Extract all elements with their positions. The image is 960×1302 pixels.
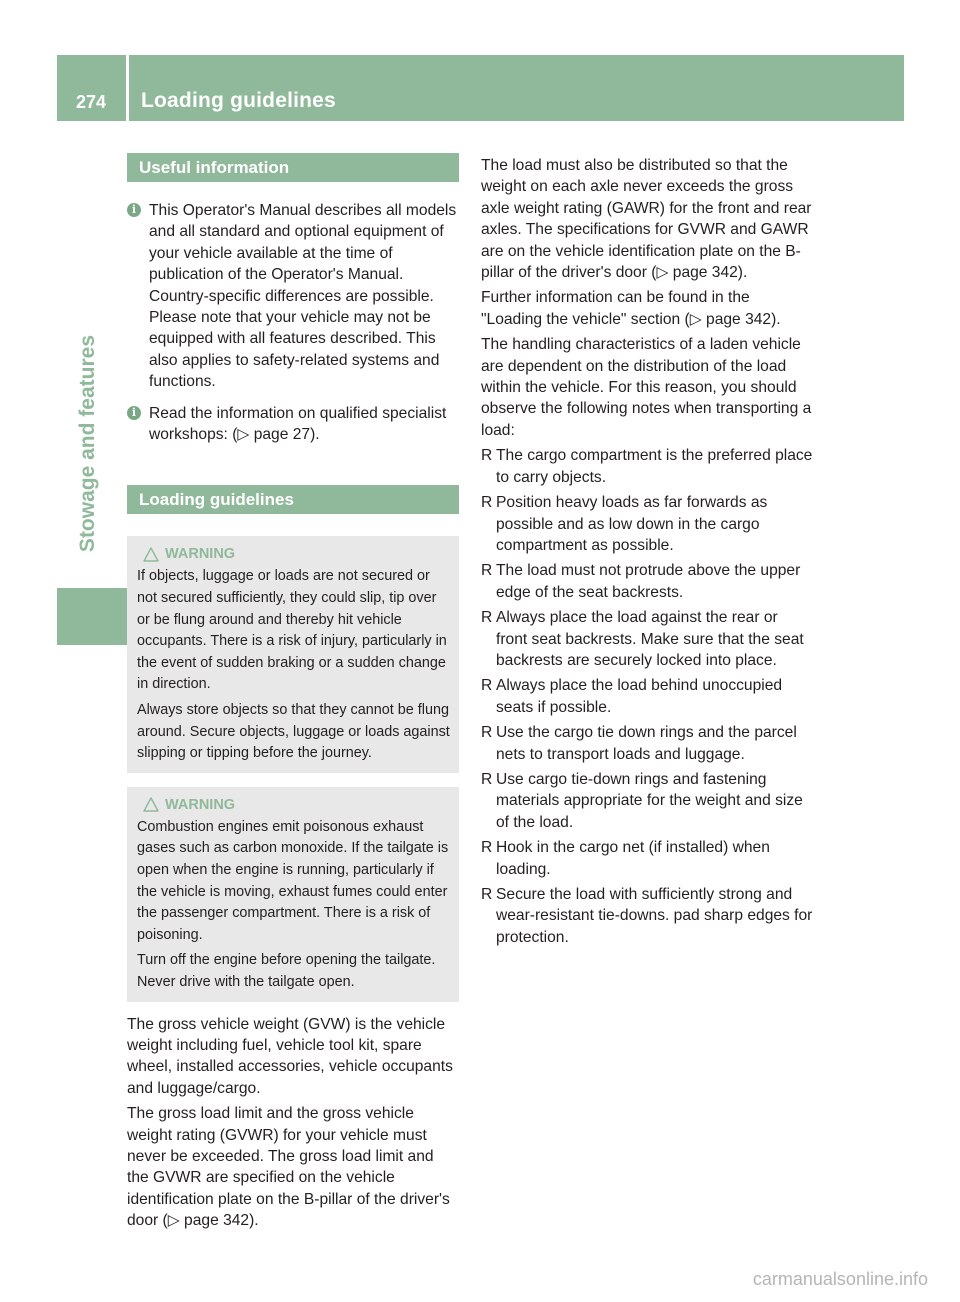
bullet-marker: R	[481, 839, 493, 857]
warning-text: Combustion engines emit poisonous exhaust gases such as carbon monoxide. If the tailgate is open when the engine is running, particularly if the vehicle is moving, exhaust fumes could enter the passenger compartment. There is a risk of poisoning.	[137, 818, 449, 943]
bullet-marker: R	[481, 724, 493, 742]
warning-triangle-icon	[143, 547, 159, 562]
body-paragraph: Further information can be found in the "Loading the vehicle" section (▷ page 342).	[481, 289, 781, 328]
bullet-marker: R	[481, 609, 493, 627]
bullet-marker: R	[481, 562, 493, 580]
info-note-text: This Operator's Manual describes all models and all standard and optional equipment of your vehicle available at the time of publication of the Operator's Manual. Country-specific differences are possible. Please note that your vehicle may not be equipped with all features described. This also applies to safety-related systems and functions.	[149, 202, 457, 391]
list-item	[481, 769, 813, 833]
list-item-text: Position heavy loads as far forwards as possible and as low down in the cargo compartment as possible.	[496, 494, 768, 554]
warning-header	[143, 797, 451, 813]
list-item-text: The load must not protrude above the upper edge of the seat backrests.	[496, 562, 801, 601]
watermark: carmanualsonline.info	[752, 1269, 928, 1289]
warning-box	[127, 787, 459, 1002]
list-item-text: Always place the load against the rear or front seat backrests. Make sure that the seat backrests are securely locked into place.	[496, 609, 804, 669]
body-paragraph: The gross vehicle weight (GVW) is the vehicle weight including fuel, vehicle tool kit, spare wheel, installed accessories, vehicle occupants and luggage/cargo.	[127, 1015, 453, 1097]
warning-header	[143, 546, 451, 562]
list-item	[481, 492, 813, 556]
list-item	[481, 607, 813, 671]
bullet-list	[481, 445, 813, 948]
bullet-marker: R	[481, 677, 493, 695]
warning-label: WARNING	[165, 796, 236, 813]
page-title: Loading guidelines	[141, 89, 336, 112]
body-paragraph: The load must also be distributed so that the weight on each axle never exceeds the gross axle weight rating (GAWR) for the front and rear axles. The specifications for GVWR and GAWR are on the vehicle identification plate on the B-pillar of the driver's door (▷ page 342).	[481, 157, 812, 282]
bullet-marker: R	[481, 494, 493, 512]
warning-text: If objects, luggage or loads are not secured or not secured sufficiently, they could slip, tip over or be flung around and thereby hit vehicle occupants. There is a risk of injury, particularly in the event of sudden braking or a sudden change in direction.	[137, 568, 447, 693]
bullet-marker: R	[481, 886, 493, 903]
header-divider	[126, 55, 129, 121]
left-column	[127, 153, 459, 1232]
list-item	[481, 884, 813, 948]
list-item-text: Use the cargo tie down rings and the parcel nets to transport loads and luggage.	[496, 724, 797, 763]
body-paragraph: The gross load limit and the gross vehicle weight rating (GVWR) for your vehicle must never be exceeded. The gross load limit and the GVWR are specified on the vehicle identification plate on the B-pillar of the driver's door (▷ page 342).	[127, 1105, 450, 1230]
right-column	[481, 153, 813, 948]
list-item-text: Use cargo tie-down rings and fastening materials appropriate for the weight and size of the load.	[496, 770, 803, 831]
list-item-text: Hook in the cargo net (if installed) when loading.	[496, 839, 770, 878]
page-number: 274	[75, 92, 107, 112]
section-heading-useful-information: Useful information	[127, 153, 459, 182]
warning-box	[127, 536, 459, 772]
list-item-text: Secure the load with sufficiently strong and wear-resistant tie-downs. pad sharp edges for protection.	[496, 886, 813, 946]
side-tab-label: Stowage and features	[76, 335, 99, 553]
info-note	[127, 403, 459, 446]
list-item	[481, 445, 813, 488]
list-item-text: The cargo compartment is the preferred place to carry objects.	[496, 447, 813, 486]
body-paragraph: The handling characteristics of a laden vehicle are dependent on the distribution of the load within the vehicle. For this reason, you should observe the following notes when transporting a load:	[481, 336, 812, 439]
info-icon: i	[127, 406, 145, 420]
warning-text: Turn off the engine before opening the tailgate. Never drive with the tailgate open.	[137, 952, 436, 990]
list-item	[481, 837, 813, 880]
bullet-marker: R	[481, 447, 493, 465]
info-icon: i	[127, 203, 145, 217]
bullet-marker: R	[481, 770, 493, 788]
warning-label: WARNING	[165, 546, 236, 563]
warning-triangle-icon	[143, 797, 159, 812]
warning-text: Always store objects so that they cannot be flung around. Secure objects, luggage or loads against slipping or tipping before the journey.	[137, 702, 450, 762]
list-item-text: Always place the load behind unoccupied seats if possible.	[496, 677, 783, 716]
list-item	[481, 560, 813, 603]
side-tab-block	[57, 588, 127, 645]
section-heading-loading-guidelines: Loading guidelines	[127, 485, 459, 514]
list-item	[481, 675, 813, 718]
info-note	[127, 200, 459, 393]
list-item	[481, 722, 813, 765]
info-note-text: Read the information on qualified specialist workshops: (▷ page 27).	[149, 404, 447, 444]
